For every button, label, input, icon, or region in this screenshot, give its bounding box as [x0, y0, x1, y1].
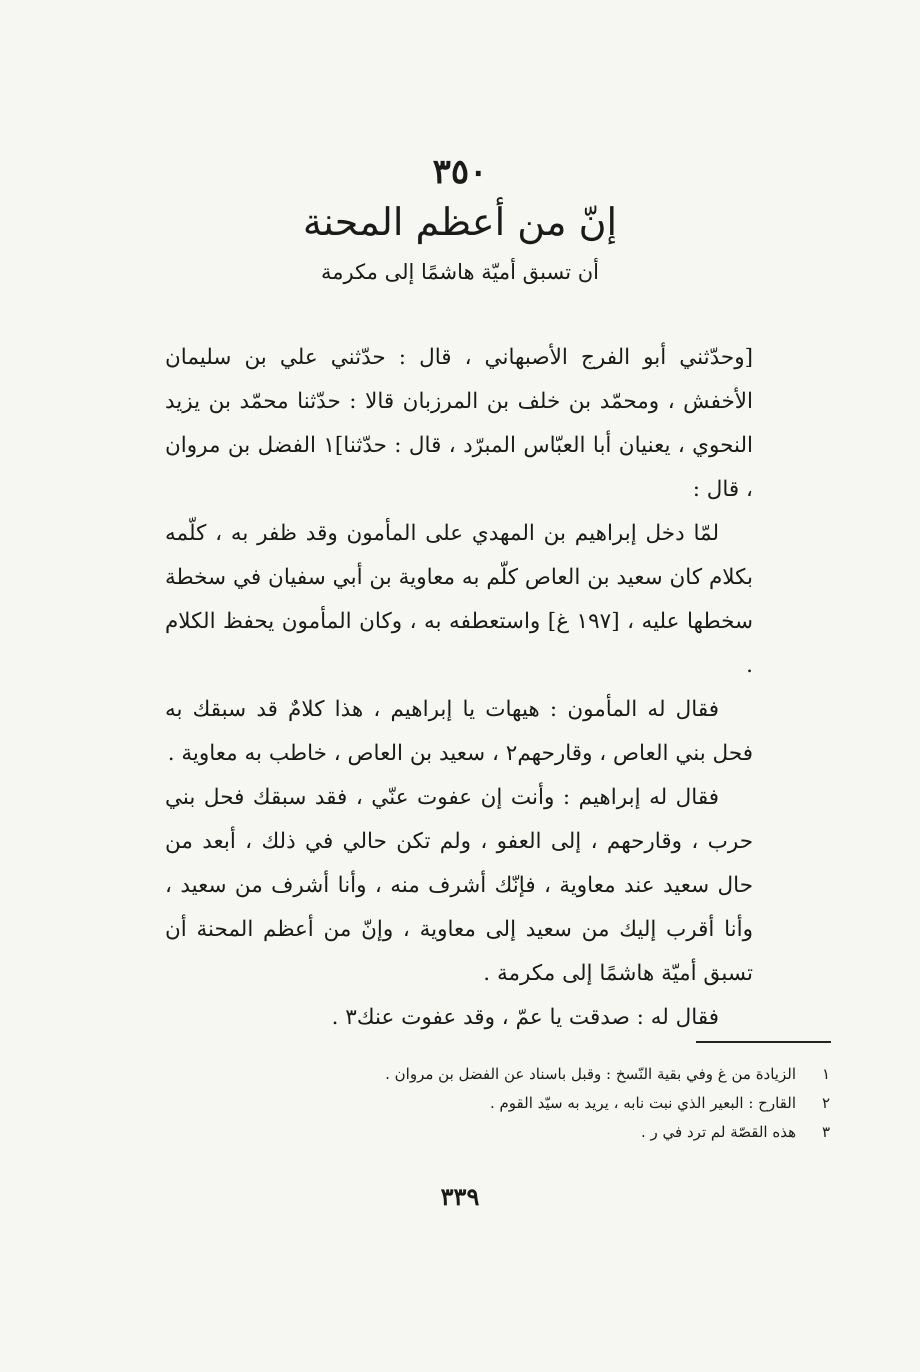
paragraph-mamun-reply: فقال له المأمون : هيهات يا إبراهيم ، هذا كلامٌ قد سبقك به فحل بني العاص ، وقارحهم٢ ، سعيد بن العاص ، خاطب به معاوية .	[165, 697, 753, 766]
story-title: إنّ من أعظم المحنة	[302, 200, 618, 244]
story-number: ٣٥٠	[432, 152, 488, 192]
footnotes	[330, 1060, 830, 1147]
footnote-text: الزيادة من غ وفي بقية النّسخ : وقبل باسناد عن الفضل بن مروان .	[385, 1065, 796, 1083]
page-number: ٣٣٩	[440, 1182, 480, 1211]
story-subtitle: أن تسبق أميّة هاشمًا إلى مكرمة	[320, 260, 600, 284]
footnote-text: القارح : البعير الذي نبت نابه ، يريد به سيّد القوم .	[489, 1094, 796, 1112]
paragraph-pardon: فقال له : صدقت يا عمّ ، وقد عفوت عنك٣ .	[331, 1005, 719, 1030]
paragraph-ibrahim-reply: فقال له إبراهيم : وأنت إن عفوت عنّي ، فقد سبقك فحل بني حرب ، وقارحهم ، إلى العفو ، ولم تكن حالي في ذلك ، أبعد من حال سعيد عند معاوية ، فإنّك أشرف منه ، وأنا أشرف من سعيد ، وأنا أقرب إليك من سعيد إلى معاوية ، وإنّ من أعظم المحنة أن تسبق أميّة هاشمًا إلى مكرمة .	[165, 785, 753, 986]
footnote-number: ١	[821, 1065, 830, 1083]
paragraph-narrative: لمّا دخل إبراهيم بن المهدي على المأمون وقد ظفر به ، كلّمه بكلام كان سعيد بن العاص كلّم به معاوية بن أبي سفيان في سخطة سخطها عليه ، [١٩٧ غ] واستعطفه به ، وكان المأمون يحفظ الكلام .	[165, 521, 753, 678]
footnote-number: ٣	[821, 1123, 830, 1141]
body-text	[165, 336, 753, 1040]
paragraph-isnad: [وحدّثني أبو الفرج الأصبهاني ، قال : حدّثني علي بن سليمان الأخفش ، ومحمّد بن خلف بن المرزبان قالا : حدّثنا محمّد بن يزيد النحوي ، يعنيان أبا العبّاس المبرّد ، قال : حدّثنا]١ الفضل بن مروان ، قال :	[165, 345, 753, 502]
footnote-item	[330, 1089, 830, 1118]
footnote-item	[330, 1060, 830, 1089]
footnote-divider	[696, 1041, 831, 1043]
footnote-item	[330, 1118, 830, 1147]
footnote-text: هذه القصّة لم ترد في ر .	[641, 1123, 796, 1141]
footnote-number: ٢	[821, 1094, 830, 1112]
